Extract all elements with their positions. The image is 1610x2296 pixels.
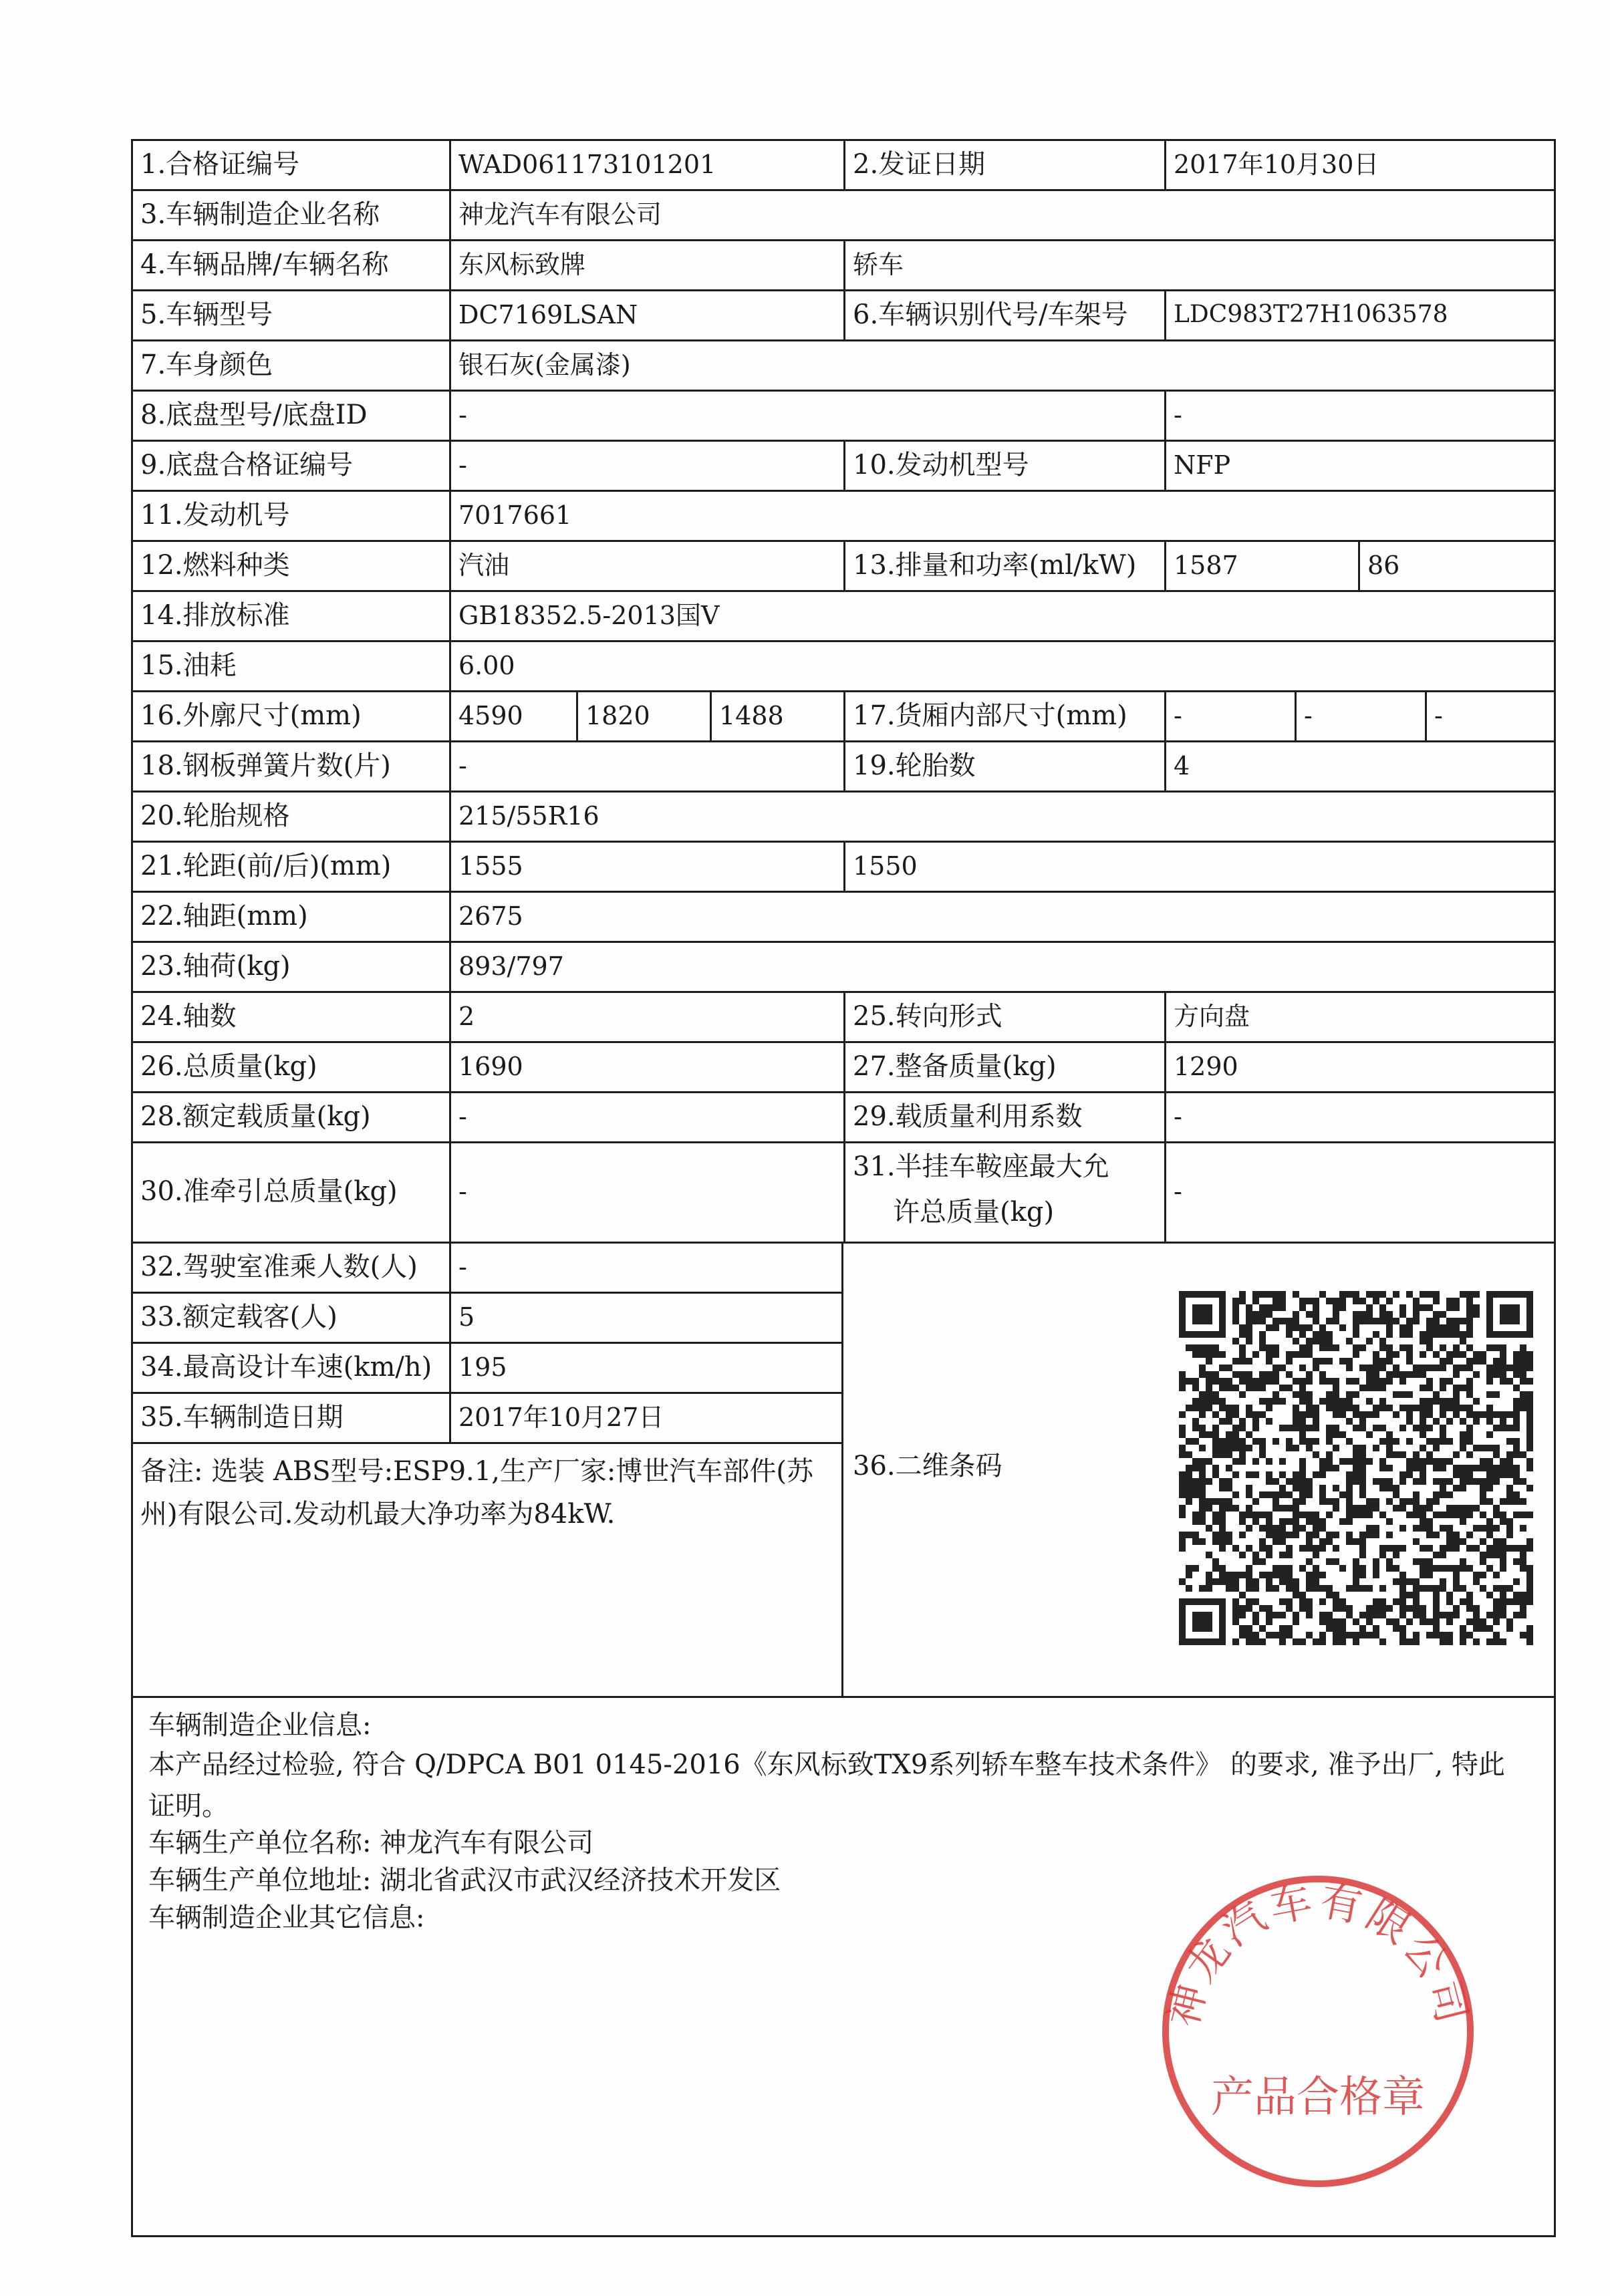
field-value: 1587 bbox=[1174, 551, 1238, 580]
field-value: 1555 bbox=[458, 851, 523, 881]
col-divider bbox=[841, 1242, 843, 1696]
row-divider bbox=[131, 941, 1556, 943]
field-label: 7.车身颜色 bbox=[140, 349, 273, 380]
col-divider bbox=[843, 841, 845, 891]
field-value: 1820 bbox=[585, 701, 650, 730]
field-label: 12.燃料种类 bbox=[140, 550, 290, 581]
field-value: - bbox=[458, 1102, 467, 1131]
field-value: - bbox=[1174, 400, 1182, 430]
field-label: 34.最高设计车速(km/h) bbox=[140, 1352, 432, 1383]
field-label: 17.货厢内部尺寸(mm) bbox=[853, 700, 1127, 731]
field-value: LDC983T27H1063578 bbox=[1174, 301, 1448, 328]
col-divider bbox=[843, 540, 845, 590]
col-divider bbox=[1295, 690, 1297, 740]
field-label: 29.载质量利用系数 bbox=[853, 1101, 1083, 1132]
field-value: - bbox=[1434, 701, 1443, 730]
remarks-text: 备注: 选装 ABS型号:ESP9.1,生产厂家:博世汽车部件(苏州)有限公司.发动机最大净功率为84kW. bbox=[140, 1456, 813, 1530]
field-label: 14.排放标准 bbox=[140, 600, 290, 631]
row-divider bbox=[131, 1342, 841, 1344]
field-value: - bbox=[458, 1252, 467, 1282]
field-label: 18.钢板弹簧片数(片) bbox=[140, 750, 391, 781]
col-divider bbox=[843, 690, 845, 740]
field-value: 2 bbox=[458, 1002, 475, 1031]
field-value: 东风标致牌 bbox=[458, 250, 586, 279]
field-value: 6.00 bbox=[458, 651, 515, 680]
field-label: 35.车辆制造日期 bbox=[140, 1402, 344, 1433]
col-divider bbox=[1164, 991, 1166, 1242]
field-value: - bbox=[458, 1177, 467, 1206]
field-label: 22.轴距(mm) bbox=[140, 901, 308, 931]
field-value: 轿车 bbox=[853, 250, 904, 279]
field-value: 215/55R16 bbox=[458, 801, 599, 831]
manufacturer-info-heading: 车辆制造企业信息: bbox=[148, 1710, 372, 1741]
field-label: 许总质量(kg) bbox=[893, 1197, 1055, 1228]
field-label: 16.外廓尺寸(mm) bbox=[140, 700, 362, 731]
field-label: 23.轴荷(kg) bbox=[140, 951, 291, 982]
field-label: 19.轮胎数 bbox=[853, 750, 976, 781]
field-value: NFP bbox=[1174, 450, 1231, 480]
field-value: 汽油 bbox=[458, 551, 510, 580]
manufacturer-statement: 本产品经过检验, 符合 Q/DPCA B01 0145-2016《东风标致TX9系列轿车整车技术条件》 的要求, 准予出厂, 特此证明。 bbox=[148, 1749, 1505, 1822]
col-divider bbox=[843, 991, 845, 1242]
manufacturer-address: 车辆生产单位地址: 湖北省武汉市武汉经济技术开发区 bbox=[148, 1865, 781, 1896]
field-label: 4.车辆品牌/车辆名称 bbox=[140, 249, 389, 280]
field-label: 24.轴数 bbox=[140, 1001, 237, 1032]
field-value: 1690 bbox=[458, 1052, 523, 1081]
field-label: 26.总质量(kg) bbox=[140, 1051, 317, 1082]
field-label: 33.额定载客(人) bbox=[140, 1302, 338, 1332]
seal-ring bbox=[1166, 1879, 1470, 2184]
col-divider bbox=[843, 440, 845, 490]
field-value: 5 bbox=[458, 1302, 475, 1332]
field-label: 6.车辆识别代号/车架号 bbox=[853, 299, 1128, 330]
field-label: 3.车辆制造企业名称 bbox=[140, 199, 380, 230]
field-value: 2675 bbox=[458, 901, 523, 931]
field-label: 30.准牵引总质量(kg) bbox=[140, 1176, 398, 1207]
row-divider bbox=[131, 640, 1556, 642]
col-divider bbox=[1164, 289, 1166, 339]
col-divider bbox=[843, 139, 845, 189]
field-value: 神龙汽车有限公司 bbox=[458, 200, 662, 229]
field-value: - bbox=[1304, 701, 1313, 730]
field-label: 20.轮胎规格 bbox=[140, 801, 290, 831]
col-divider bbox=[1164, 540, 1166, 590]
seal-outer-text: 神龙汽车有限公司 bbox=[1158, 1876, 1478, 2032]
field-value: GB18352.5-2013国V bbox=[458, 601, 720, 630]
manufacturer-other-info: 车辆制造企业其它信息: bbox=[148, 1902, 425, 1933]
field-value: - bbox=[1174, 1102, 1182, 1131]
row-divider bbox=[131, 1242, 1556, 1244]
field-value: 86 bbox=[1367, 551, 1400, 580]
field-value: - bbox=[1174, 1177, 1182, 1206]
field-value: 1550 bbox=[853, 851, 918, 881]
row-divider bbox=[131, 1696, 1556, 1698]
qr-code-label: 36.二维条码 bbox=[853, 1451, 1002, 1481]
field-value: 2017年10月27日 bbox=[458, 1403, 664, 1432]
field-label: 8.底盘型号/底盘ID bbox=[140, 400, 368, 430]
field-label: 13.排量和功率(ml/kW) bbox=[853, 550, 1137, 581]
row-divider bbox=[131, 390, 1556, 392]
field-value: - bbox=[458, 751, 467, 780]
field-value: 方向盘 bbox=[1174, 1002, 1250, 1031]
col-divider bbox=[1164, 690, 1166, 740]
field-label: 2.发证日期 bbox=[853, 149, 986, 180]
row-divider bbox=[131, 791, 1556, 793]
field-label: 21.轮距(前/后)(mm) bbox=[140, 851, 392, 881]
col-divider bbox=[1164, 139, 1166, 189]
field-value: 银石灰(金属漆) bbox=[458, 350, 631, 380]
field-label: 9.底盘合格证编号 bbox=[140, 450, 354, 480]
field-label: 25.转向形式 bbox=[853, 1001, 1002, 1032]
field-value: 2017年10月30日 bbox=[1174, 150, 1379, 179]
field-label: 1.合格证编号 bbox=[140, 149, 300, 180]
field-value: 195 bbox=[458, 1352, 507, 1382]
company-seal-icon bbox=[1158, 1871, 1478, 2192]
field-value: 1488 bbox=[719, 701, 784, 730]
col-divider bbox=[710, 690, 712, 740]
field-value: 7017661 bbox=[458, 500, 572, 530]
field-label: 15.油耗 bbox=[140, 650, 237, 681]
field-label: 10.发动机型号 bbox=[853, 450, 1029, 480]
row-divider bbox=[131, 189, 1556, 191]
field-label: 31.半挂车鞍座最大允 bbox=[853, 1151, 1109, 1182]
row-divider bbox=[131, 339, 1556, 341]
seal-inner-text: 产品合格章 bbox=[1211, 2073, 1425, 2122]
field-label: 32.驾驶室准乘人数(人) bbox=[140, 1252, 418, 1282]
col-divider bbox=[1164, 440, 1166, 490]
field-value: 4 bbox=[1174, 751, 1190, 780]
field-value: DC7169LSAN bbox=[458, 300, 638, 329]
qr-code-icon bbox=[1179, 1291, 1533, 1645]
row-divider bbox=[131, 590, 1556, 592]
col-divider bbox=[843, 239, 845, 339]
field-label: 11.发动机号 bbox=[140, 500, 290, 531]
col-divider bbox=[449, 139, 451, 1442]
field-value: WAD061173101201 bbox=[458, 150, 716, 179]
field-label: 5.车辆型号 bbox=[140, 299, 273, 330]
col-divider bbox=[1164, 740, 1166, 791]
manufacturer-name: 车辆生产单位名称: 神龙汽车有限公司 bbox=[148, 1828, 594, 1858]
row-divider bbox=[131, 891, 1556, 893]
field-value: - bbox=[458, 450, 467, 480]
field-value: - bbox=[458, 400, 467, 430]
field-value: 893/797 bbox=[458, 952, 564, 981]
field-label: 28.额定载质量(kg) bbox=[140, 1101, 371, 1132]
field-label: 27.整备质量(kg) bbox=[853, 1051, 1057, 1082]
col-divider bbox=[843, 740, 845, 791]
field-value: 4590 bbox=[458, 701, 523, 730]
col-divider bbox=[1358, 540, 1360, 590]
field-value: - bbox=[1174, 701, 1182, 730]
col-divider bbox=[1164, 390, 1166, 440]
qr-modules bbox=[1179, 1291, 1533, 1645]
row-divider bbox=[131, 1392, 841, 1394]
row-divider bbox=[131, 490, 1556, 492]
field-value: 1290 bbox=[1174, 1052, 1238, 1081]
col-divider bbox=[576, 690, 578, 740]
row-divider bbox=[131, 1442, 841, 1444]
col-divider bbox=[1425, 690, 1427, 740]
row-divider bbox=[131, 1292, 841, 1294]
